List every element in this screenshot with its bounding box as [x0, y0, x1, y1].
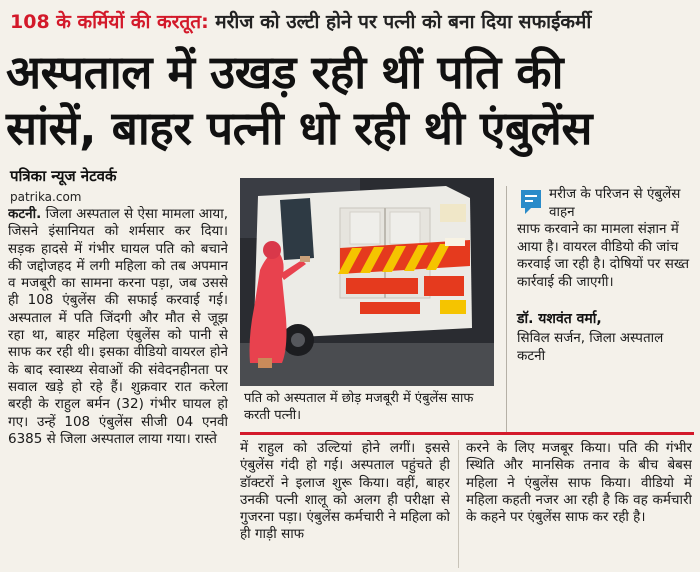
- quote-text-first: मरीज के परिजन से एंबुलेंस वाहन: [549, 186, 681, 220]
- kicker-text: मरीज को उल्टी होने पर पत्नी को बना दिया सफाईकर्मी: [215, 11, 592, 33]
- headline: [6, 44, 696, 156]
- byline: पत्रिका न्यूज नेटवर्क: [10, 167, 117, 185]
- kicker-line: [10, 6, 690, 38]
- photo-caption: पति को अस्पताल में छोड़ मजबूरी में एंबुलेंस साफ करती पत्नी।: [244, 391, 474, 423]
- article-column-2: में राहुल को उल्टियां होने लगीं। इससे एंबुलेंस गंदी हो गई। अस्पताल पहुंचते ही डॉक्टरों ने इलाज शुरू किया। वहीं, बाहर उनकी पत्नी शालू को अलग ही परीक्षा से गुजरना पड़ा। एंबुलेंस कर्मचारी ने महिला को ही गाड़ी साफ: [240, 440, 450, 543]
- column-separator: [458, 440, 459, 568]
- section-divider: [240, 432, 694, 435]
- quote-icon: [519, 188, 543, 216]
- quote-author-role: सिविल सर्जन, जिला अस्पताल कटनी: [517, 330, 664, 364]
- quote-box: [506, 186, 694, 434]
- article-text-1: जिला अस्पताल से ऐसा मामला आया, जिसने इंसानियत को शर्मसार कर दिया। सड़क हादसे में गंभीर घायल पति को बचाने की जद्दोजहद में लगी महिला को तब अपमान व मजबूरी का सामना करना पड़ा, जब उससे ही 108 एंबुलेंस की सफाई करवाई गई। अस्पताल में पति जिंदगी और मौत से जूझ रहा था, बाहर महिला एंबुलेंस को पानी से साफ कर रही थी। इसका वीडियो वायरल होने के बाद स्वास्थ्य सेवाओं की संवेदनहीनता पर सवाल खड़े हो रहे हैं। शुक्रवार रात करेला बरही के राहुल बर्मन (32) गंभीर घायल हो गए। उन्हें 108 एंबुलेंस सीजी 04 एनवी 6385 से जिला अस्पताल लाया गया। रास्ते: [8, 206, 228, 447]
- headline-line-2: सांसें, बाहर पत्नी धो रही थी एंबुलेंस: [6, 101, 592, 155]
- dateline: कटनी.: [8, 206, 42, 222]
- ambulance-illustration: [240, 178, 494, 386]
- quote-text: [517, 186, 694, 291]
- article-column-1: [8, 206, 228, 566]
- site-url: patrika.com: [10, 190, 82, 204]
- headline-line-1: अस्पताल में उखड़ रही थीं पति की: [6, 45, 563, 99]
- quote-text-rest: साफ करवाने का मामला संज्ञान में आया है। वायरल वीडियो की जांच करवाई जा रही है। दोषियों पर सख्त कार्रवाई की जाएगी।: [517, 221, 690, 290]
- news-photo: [240, 178, 494, 386]
- kicker-label: 108 के कर्मियों की करतूत:: [10, 11, 209, 33]
- quote-author-name: डॉ. यशवंत वर्मा,: [517, 311, 602, 327]
- article-column-3: करने के लिए मजबूर किया। पति की गंभीर स्थिति और मानसिक तनाव के बीच बेबस महिला ने एंबुलेंस साफ किया। वीडियो में महिला कहती नजर आ रही है कि वह कर्मचारी के कहने पर एंबुलेंस साफ कर रही है।: [466, 440, 692, 526]
